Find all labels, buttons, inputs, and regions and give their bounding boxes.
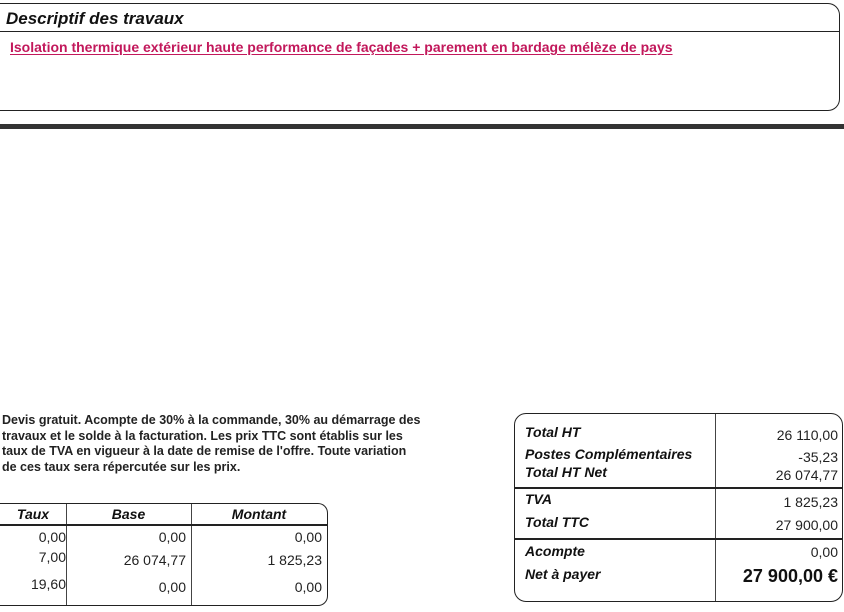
vat-header-divider [0, 524, 327, 526]
net-a-payer-label: Net à payer [525, 566, 601, 582]
description-text: Isolation thermique extérieur haute performance de façades + parement en bardage mélèze de pays [10, 39, 673, 55]
vat-row-3-base: 0,00 [158, 579, 186, 595]
tva-label: TVA [525, 491, 552, 507]
total-ht-label: Total HT [525, 424, 581, 440]
vat-table [0, 503, 328, 606]
acompte-value: 0,00 [810, 544, 838, 560]
postes-complementaires-label: Postes Complémentaires [525, 446, 693, 462]
vat-row-1-rate: 0,00 [38, 529, 66, 545]
totals-column-divider [715, 414, 716, 601]
postes-complementaires-value: -35,23 [798, 449, 838, 465]
vat-row-1-base: 0,00 [158, 529, 186, 545]
description-box [0, 3, 840, 111]
vat-header-rate: Taux [16, 506, 50, 522]
totals-separator [515, 487, 842, 489]
vat-row-1-amount: 0,00 [294, 529, 322, 545]
total-ht-net-label: Total HT Net [525, 464, 607, 480]
total-ht-value: 26 110,00 [776, 427, 838, 443]
totals-separator [515, 538, 842, 540]
vat-row-3-rate: 19,60 [30, 576, 66, 592]
vat-row-3-amount: 0,00 [294, 579, 322, 595]
section-divider [0, 124, 844, 129]
vat-header-base: Base [111, 506, 146, 522]
net-a-payer-value: 27 900,00 € [742, 566, 838, 586]
payment-conditions: Devis gratuit. Acompte de 30% à la commande, 30% au démarrage des travaux et le solde à la facturation. Les prix TTC sont établis sur les taux de TVA en vigueur à la date de remise de l'offre. Toute variation de ces taux sera répercutée sur les prix. [2, 413, 421, 474]
vat-row-2-amount: 1 825,23 [267, 552, 322, 568]
total-ttc-value: 27 900,00 [775, 517, 838, 533]
vat-header-amount: Montant [231, 506, 287, 522]
totals-box [514, 413, 843, 602]
total-ttc-label: Total TTC [525, 514, 590, 530]
description-title: Descriptif des travaux [6, 9, 184, 28]
vat-row-2-rate: 7,00 [38, 549, 66, 565]
description-header [0, 4, 839, 32]
vat-row-2-base: 26 074,77 [123, 552, 186, 568]
tva-value: 1 825,23 [783, 494, 838, 510]
total-ht-net-value: 26 074,77 [775, 467, 838, 483]
acompte-label: Acompte [525, 543, 585, 559]
